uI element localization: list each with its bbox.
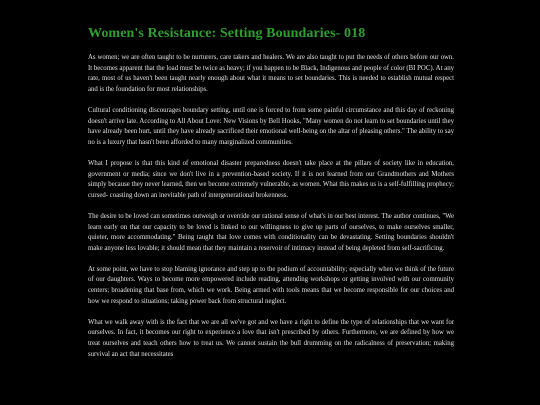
paragraph: Cultural conditioning discourages boundary setting, until one is forced to from some painful circumstance and this day of reckoning doesn't arrive late. According to All About Love: New Visions by Bell Hooks, "Many women do not learn to set boundaries until they have already been hurt, until they have already sacrificed their emotional well-being on the altar of pleasing others." The ability to say no is a luxury that hasn't been afforded to many marginalized communities. bbox=[88, 106, 454, 146]
paragraph: As women; we are often taught to be nurturers, care takers and healers. We are also taught to put the needs of others before our own. It becomes apparent that the load must be twice as heavy; if you happen to be Black, Indigenous and people of color (BI POC). At any rate, most of us haven't been taught nearly enough about what it means to set boundaries. This is needed to establish mutual respect and is the foundation for most relationships. bbox=[88, 54, 454, 93]
article-title: Women's Resistance: Setting Boundaries- 018 bbox=[88, 26, 366, 41]
article-body bbox=[88, 53, 454, 371]
paragraph: What I propose is that this kind of emotional disaster preparedness doesn't take place at the pillars of society like in education, government or media; since we don't live in a prevention-based society. If it is not learned from our Grandmothers and Mothers simply because they never learned, then we become extremely vulnerable, as women. What this makes us is a self-fulfilling prophecy; cursed- coasting down an inevitable path of intergenerational brokenness. bbox=[88, 159, 454, 199]
paragraph: At some point, we have to stop blaming ignorance and step up to the podium of accountability; especially when we think of the future of our daughters. Ways to become more empowered include reading, attending workshops or getting involved with our community centers; broadening that base from, which we work. Being armed with tools means that we become responsible for our choices and how we respond to situations; taking power back from structural neglect. bbox=[88, 265, 454, 305]
paragraph: The desire to be loved can sometimes outweigh or override our rational sense of what's in our best interest. The author continues, "We learn early on that our capacity to be loved is linked to our willingness to give up parts of ourselves, to make ourselves smaller, quieter, more accommodating." Being taught that love comes with conditionality can be devastating. Setting boundaries shouldn't make anyone less lovable; it should mean that they maintain a reservoir of intimacy instead of being depleted from self-sacrificing. bbox=[88, 212, 454, 252]
paragraph: What we walk away with is the fact that we are all we've got and we have a right to define the type of relationships that we want for ourselves. In fact, it becomes our right to experience a love that isn't prescribed by others. Furthermore, we are defined by how we treat ourselves and teach others how to treat us. We cannot sustain the bull drumming on the radicalness of preservation; making survival an act that necessitates bbox=[88, 318, 454, 358]
